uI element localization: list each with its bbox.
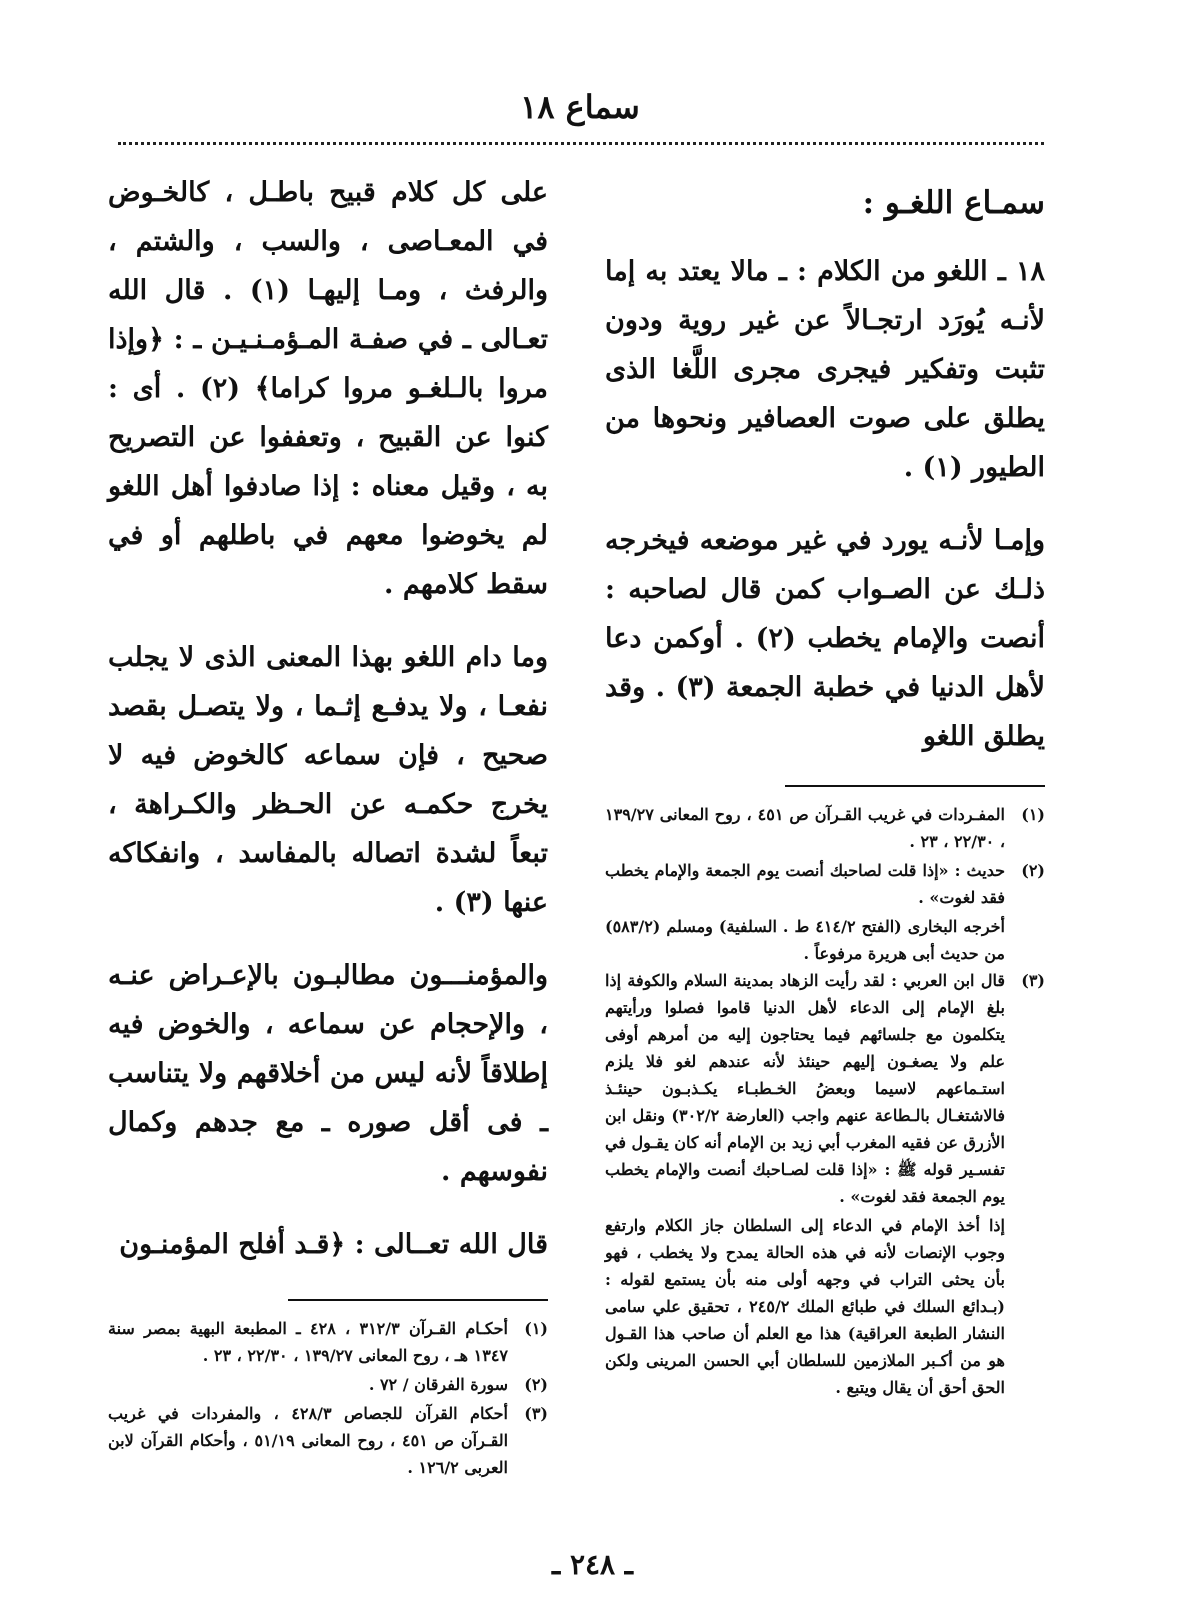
paragraph: وإمـا لأنـه يورد في غير موضعه فيخرجه ذلـك عن الصـواب كمن قال لصاحبه : أنصت والإمام يخطب (٢) . أوكمن دعا لأهل الدنيا في خطبة الجمعة (٣) . وقد يطلق اللغو [605, 525, 1045, 753]
paragraph: ١٨ ـ اللغو من الكلام : ـ مالا يعتد به إما لأنـه يُورَد ارتجـالاً عن غير روية ودون تثبت وتفكير فيجرى مجرى اللَّغا الذى يطلق على صوت العصافير ونحوها من الطيور (١) . [605, 256, 1045, 484]
right-column [605, 168, 1045, 1401]
footnote-number: (٣) [1021, 971, 1045, 991]
section-heading: سمـاع اللغـو : [862, 185, 1045, 221]
page-header: سماع ١٨ [520, 88, 640, 126]
paragraph: قال الله تعــالى : ﴿قـد أفلح المؤمنـون [119, 1229, 548, 1260]
footnote [605, 967, 1045, 1210]
header-divider [118, 142, 1044, 145]
footnote [108, 1400, 548, 1481]
footnote-text: قال ابن العربي : لقد رأيت الزهاد بمدينة السلام والكوفة إذا بلغ الإمام إلى الدعاء لأهل الدنيا قاموا فصلوا ورأيتهم يتكلمون مع جلسائهم فيما يحتاجون إليه من أمرهم أوفى علم ولا يصغـون إليهم حينئذ لأنه عندهم لغو فلا يلزم استـماعهم لاسيما وبعضُ الخـطبـاء يكـذبـون حينئـذ فالاشتغـال بالـطاعة عنهم واجب (العارضة ٣٠٢/٢) ونقل ابن الأزرق عن فقيه المغرب أبي زيد بن الإمام أنه كان يقـول في تفسـير قوله ﷺ : «إذا قلت لصـاحبك أنصت والإمام يخطب يوم الجمعة فقد لغوت» . [605, 971, 1006, 1207]
footnote-text: حديث : «إذا قلت لصاحبك أنصت يوم الجمعة والإمام يخطب فقد لغوت» . [605, 861, 1005, 908]
footnote-text: أخرجه البخارى (الفتح ٤١٤/٢ ط . السلفية) ومسلم (٥٨٣/٢) من حديث أبى هريرة مرفوعاً . [605, 917, 1005, 964]
footnote [605, 857, 1045, 911]
footnote-divider [785, 785, 1045, 787]
paragraph: والمؤمنـــون مطالبـون بالإعـراض عنـه ، والإحجام عن سماعه ، والخوض فيه إطلاقاً لأنه ليس من أخلاقهم ولا يتناسب ـ فى أقل صوره ـ مع جدهم وكمال نفوسهم . [108, 960, 548, 1187]
paragraph: على كل كلام قبيح باطـل ، كالخـوض في المعـاصى ، والسب ، والشتم ، والرفث ، ومـا إليهـا (١) . قال الله تعـالى ـ في صفـة المـؤمـنـيـن ـ : ﴿وإذا مروا بالـلغـو مروا كراما﴾ (٢) . أى : كنوا عن القبيح ، وتعففوا عن التصريح به ، وقيل معناه : إذا صادفوا أهل اللغو لم يخوضوا معهم في باطلهم أو في سقط كلامهم . [108, 177, 548, 600]
paragraph: وما دام اللغو بهذا المعنى الذى لا يجلب نفعـا ، ولا يدفـع إثـما ، ولا يتصـل بقصد صحيح ، فإن سماعه كالخوض فيه لا يخرج حكمـه عن الحـظر والكـراهة ، تبعاً لشدة اتصاله بالمفاسد ، وانفكاكه عنها (٣) . [108, 642, 548, 918]
footnote-number: (٢) [1021, 861, 1045, 881]
footnote-number: (١) [524, 1319, 548, 1338]
footnote-number: (١) [1021, 805, 1045, 825]
footnote-text: المفـردات في غريب القـرآن ص ٤٥١ ، روح المعانى ١٣٩/٢٧ ، ٢٢/٣٠ ، ٢٣ . [605, 805, 1005, 852]
footnote-number: (٢) [524, 1375, 548, 1394]
footnote [108, 1371, 548, 1398]
footnote-number: (٣) [524, 1404, 548, 1423]
footnote-divider [288, 1299, 548, 1301]
page-number: ـ ٢٤٨ ـ [551, 1548, 634, 1581]
left-column [108, 168, 548, 1483]
footnote [605, 801, 1045, 855]
footnote-text: أحكـام القـرآن ٣١٢/٣ ، ٤٢٨ ـ المطبعة البهية بمصر سنة ١٣٤٧ هـ ، روح المعانى ١٣٩/٢٧ ، ٢٢/٣٠ ، ٢٣ . [108, 1319, 509, 1365]
footnote-text: سورة الفرقان / ٧٢ . [368, 1375, 508, 1394]
footnote-text: أحكام القرآن للجصاص ٤٢٨/٣ ، والمفردات في غريب القـرآن ص ٤٥١ ، روح المعانى ٥١/١٩ ، وأحكام القرآن لابن العربى ١٢٦/٢ . [108, 1404, 509, 1477]
footnote-text: إذا أخذ الإمام في الدعاء إلى السلطان جاز الكلام وارتفع وجوب الإنصات لأنه في هذه الحالة يمدح ولا يخطب ، فهو بأن يحثى التراب في وجهه أولى منه بأن يستمع لقوله : (بـدائع السلك في طبائع الملك ٢٤٥/٢ ، تحقيق علي سامى النشار الطبعة العراقية) هذا مع العلم أن صاحب هذا القـول هو من أكـبر الملازمين للسلطان أبي الحسن المرينى ولكن الحق أحق أن يقال ويتبع . [605, 1216, 1006, 1398]
footnote [108, 1315, 548, 1369]
